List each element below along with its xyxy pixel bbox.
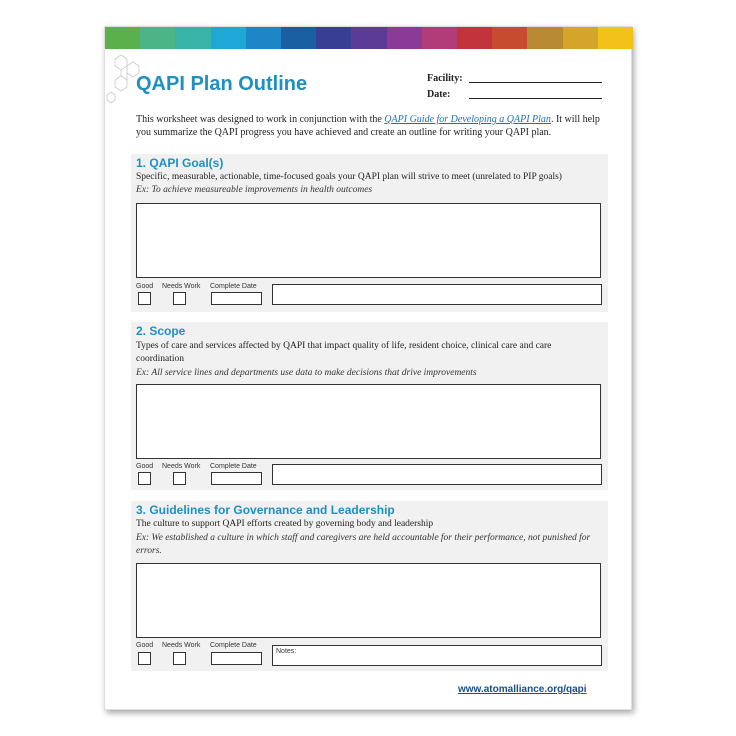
good-label: Good	[136, 642, 154, 649]
color-bar-segment	[140, 27, 175, 49]
good-checkbox[interactable]	[138, 652, 151, 665]
color-bar-segment	[563, 27, 598, 49]
complete-date-field[interactable]	[211, 292, 262, 305]
intro-before: This worksheet was designed to work in conjunction with the	[136, 114, 385, 125]
color-bar-segment	[492, 27, 527, 49]
needs-work-checkbox[interactable]	[173, 472, 186, 485]
intro-text	[136, 113, 606, 139]
section-governance-leadership	[131, 501, 608, 671]
good-label: Good	[136, 283, 154, 290]
color-bar-segment	[527, 27, 562, 49]
section-description: Specific, measurable, actionable, time-focused goals your QAPI plan will strive to meet (unrelated to PIP goals)	[136, 172, 562, 182]
color-bar-segment	[422, 27, 457, 49]
facility-label: Facility:	[427, 73, 463, 84]
complete-date-label: Complete Date	[210, 463, 257, 470]
section-description: Types of care and services affected by QAPI that impact quality of life, resident choice, clinical care and care coordination	[136, 341, 552, 364]
response-box[interactable]	[136, 384, 601, 459]
section-title: 3. Guidelines for Governance and Leadership	[136, 503, 395, 517]
response-box[interactable]	[136, 203, 601, 278]
section-example: Ex: To achieve measureable improvements in health outcomes	[136, 185, 373, 195]
good-label: Good	[136, 463, 154, 470]
notes-field[interactable]	[272, 645, 602, 666]
complete-date-label: Complete Date	[210, 283, 257, 290]
color-bar-segment	[211, 27, 246, 49]
needs-work-checkbox[interactable]	[173, 292, 186, 305]
color-bar-segment	[351, 27, 386, 49]
section-title: 1. QAPI Goal(s)	[136, 156, 224, 170]
color-bar-segment	[281, 27, 316, 49]
complete-date-field[interactable]	[211, 472, 262, 485]
needs-work-label: Needs Work	[162, 642, 201, 649]
needs-work-label: Needs Work	[162, 283, 201, 290]
notes-field[interactable]	[272, 284, 602, 305]
color-bar-segment	[387, 27, 422, 49]
notes-label: Notes:	[276, 648, 297, 655]
good-checkbox[interactable]	[138, 472, 151, 485]
color-bar-segment	[457, 27, 492, 49]
qapi-guide-link[interactable]: QAPI Guide for Developing a QAPI Plan	[384, 114, 551, 125]
section-title: 2. Scope	[136, 324, 186, 338]
needs-work-label: Needs Work	[162, 463, 201, 470]
facility-field[interactable]	[469, 82, 602, 83]
color-bar-segment	[598, 27, 633, 49]
color-bar	[105, 27, 633, 49]
page-title: QAPI Plan Outline	[136, 73, 308, 95]
date-field[interactable]	[469, 98, 602, 99]
response-box[interactable]	[136, 563, 601, 638]
footer-url-link[interactable]: www.atomalliance.org/qapi	[458, 684, 587, 695]
section-example: Ex: All service lines and departments use data to make decisions that drive improvements	[136, 368, 477, 378]
color-bar-segment	[175, 27, 210, 49]
color-bar-segment	[246, 27, 281, 49]
complete-date-label: Complete Date	[210, 642, 257, 649]
date-label: Date:	[427, 89, 451, 100]
section-scope	[131, 322, 608, 490]
notes-field[interactable]	[272, 464, 602, 485]
complete-date-field[interactable]	[211, 652, 262, 665]
color-bar-segment	[105, 27, 140, 49]
section-example: Ex: We established a culture in which staff and caregivers are held accountable for their performance, not punished for errors.	[136, 533, 591, 556]
good-checkbox[interactable]	[138, 292, 151, 305]
color-bar-segment	[316, 27, 351, 49]
intro-after: . It will help you summarize the QAPI progress you have achieved and create an outline for writing your QAPI plan.	[136, 114, 600, 138]
worksheet-page	[104, 26, 632, 710]
needs-work-checkbox[interactable]	[173, 652, 186, 665]
section-qapi-goals	[131, 154, 608, 312]
section-description: The culture to support QAPI efforts created by governing body and leadership	[136, 519, 434, 529]
